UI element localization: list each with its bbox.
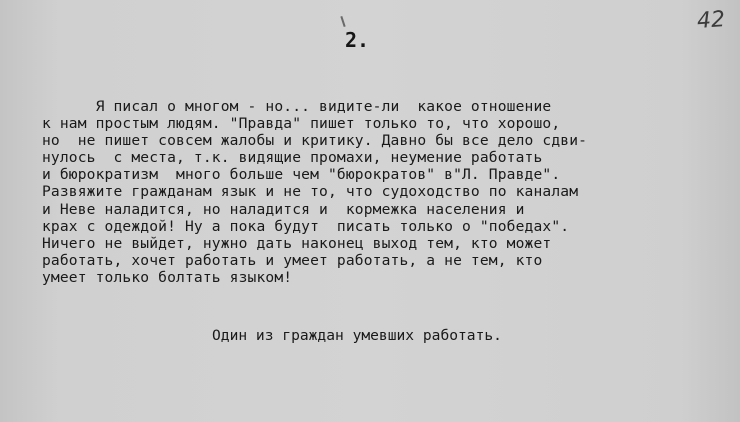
page-number: 2.: [345, 28, 370, 52]
text-line: Я писал о многом - но... видите-ли какое отношение: [42, 98, 552, 115]
archive-folio-number: 42: [696, 7, 726, 34]
text-line: работать, хочет работать и умеет работать, а не тем, кто: [42, 251, 543, 269]
letter-body: [42, 98, 734, 286]
text-line: умеет только болтать языком!: [42, 268, 293, 286]
text-line: Ничего не выйдет, нужно дать наконец выход тем, кто может: [42, 234, 552, 252]
text-line: нулось с места, т.к. видящие промахи, неумение работать: [42, 149, 543, 167]
text-line: к нам простым людям. "Правда" пишет только то, что хорошо,: [42, 115, 561, 133]
text-line: и бюрократизм много больше чем "бюрократов" в"Л. Правде".: [42, 166, 561, 184]
text-line: и Неве наладится, но наладится и кормежка населения и: [42, 200, 525, 218]
text-line: крах с одеждой! Ну а пока будут писать только о "победах".: [42, 217, 570, 235]
text-line: но не пишет совсем жалобы и критику. Давно бы все дело сдви-: [42, 132, 588, 150]
signature-line: Один из граждан умевших работать.: [212, 327, 502, 344]
pencil-tick-mark: [340, 16, 345, 27]
text-line: Развяжите гражданам язык и не то, что судоходство по каналам: [42, 183, 579, 201]
